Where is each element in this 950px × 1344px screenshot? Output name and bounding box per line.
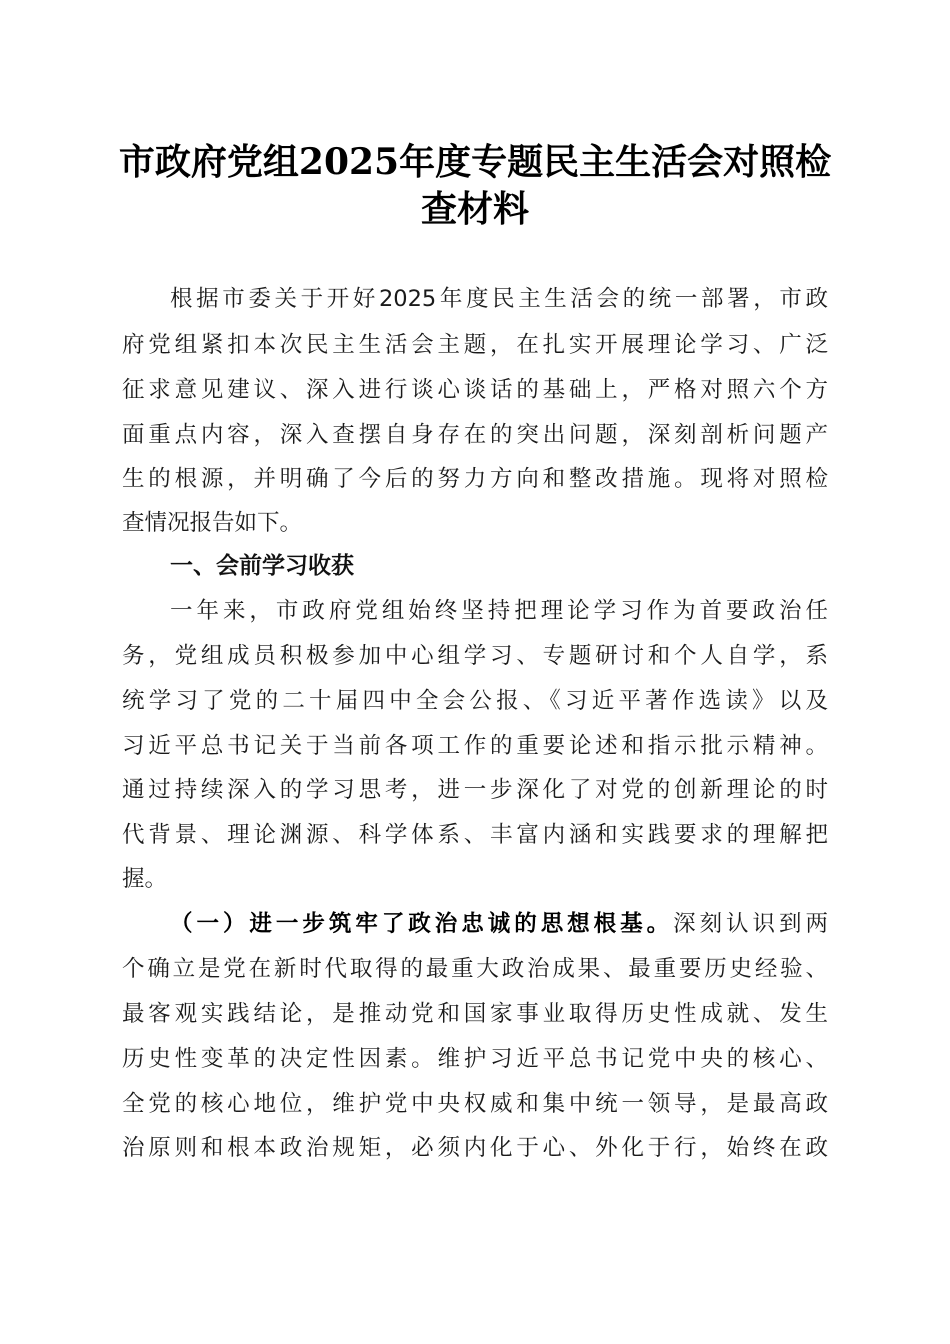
- section-1-line-1: 一年来，市政府党组始终坚持把理论学习作为首要政治任: [170, 598, 828, 624]
- subsection-1-line-1-rest: 深刻认识到两: [673, 911, 828, 937]
- document-title-line-2: 查材料: [420, 188, 529, 230]
- section-1-line-6: 代背景、理论渊源、科学体系、丰富内涵和实践要求的理解把: [122, 822, 828, 848]
- section-1-line-4: 习近平总书记关于当前各项工作的重要论述和指示批示精神。: [122, 733, 828, 759]
- subsection-1-line-4: 历史性变革的决定性因素。维护习近平总书记党中央的核心、: [122, 1046, 828, 1072]
- subsection-1-line-6: 治原则和根本政治规矩，必须内化于心、外化于行，始终在政: [122, 1135, 828, 1161]
- intro-line-6: 查情况报告如下。: [122, 510, 303, 536]
- subsection-1-line-1: [170, 909, 828, 939]
- subsection-1-heading: （一）进一步筑牢了政治忠诚的思想根基。: [170, 911, 674, 937]
- section-1-line-7: 握。: [122, 866, 168, 892]
- intro-line-4: 面重点内容，深入查摆自身存在的突出问题，深刻剖析问题产: [122, 422, 828, 448]
- intro-line-1: 根据市委关于开好2025年度民主生活会的统一部署，市政: [170, 286, 828, 312]
- intro-line-5: 生的根源，并明确了今后的努力方向和整改措施。现将对照检: [122, 466, 828, 492]
- subsection-1-line-5: 全党的核心地位，维护党中央权威和集中统一领导，是最高政: [122, 1091, 828, 1117]
- section-1-line-3: 统学习了党的二十届四中全会公报、《习近平著作选读》以及: [122, 688, 828, 714]
- section-1-line-5: 通过持续深入的学习思考，进一步深化了对党的创新理论的时: [122, 777, 828, 803]
- section-1-line-2: 务，党组成员积极参加中心组学习、专题研讨和个人自学，系: [122, 643, 828, 669]
- document-title-line-1: 市政府党组2025年度专题民主生活会对照检: [118, 141, 832, 183]
- intro-line-3: 征求意见建议、深入进行谈心谈话的基础上，严格对照六个方: [122, 377, 828, 403]
- subsection-1-line-2: 个确立是党在新时代取得的最重大政治成果、最重要历史经验、: [122, 956, 828, 982]
- section-heading-1: 一、会前学习收获: [170, 553, 354, 579]
- subsection-1-line-3: 最客观实践结论，是推动党和国家事业取得历史性成就、发生: [122, 1001, 828, 1027]
- intro-line-2: 府党组紧扣本次民主生活会主题，在扎实开展理论学习、广泛: [122, 332, 828, 358]
